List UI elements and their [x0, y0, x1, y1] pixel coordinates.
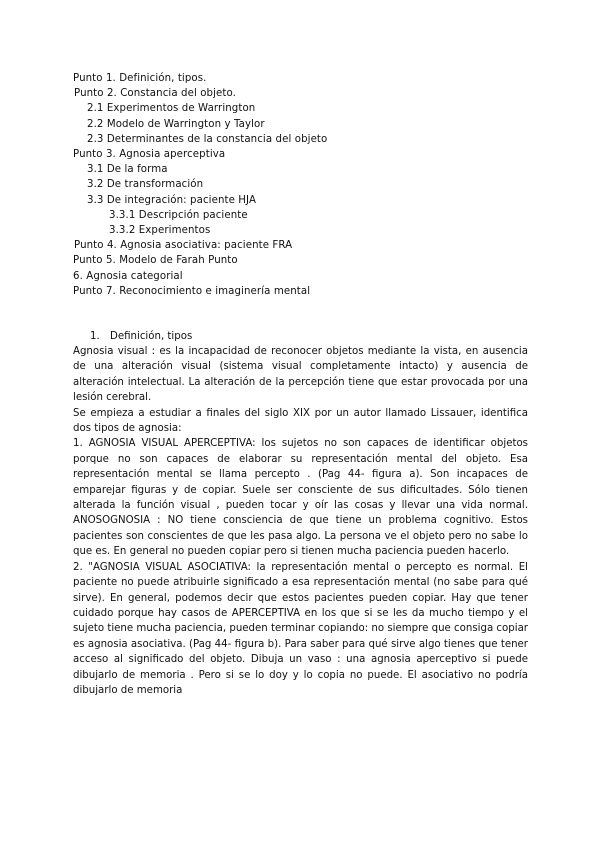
document-body: [73, 330, 528, 698]
paragraph-asociativa: 2. "AGNOSIA VISUAL ASOCIATIVA: la representación mental o percepto es normal. El paciente no puede atribuirle significado a esa representación mental (no sabe para qué sirve). En general, podemos decir que estos pacientes pueden copiar. Hay que tener cuidado porque hay casos de APERCEPTIVA en los que si se les da mucho tiempo y el sujeto tiene mucha paciencia, pueden terminar copiando: no siempre que consiga copiar es agnosia asociativa. (Pag 44- figura b). Para saber para qué sirve algo tienes que tener acceso al significado del objeto. Dibuja un vaso : una agnosia aperceptivo si puede dibujarlo de memoria . Pero si se lo doy y lo copia no puede. El asociativo no podría dibujarlo de memoria: [73, 561, 528, 696]
toc-item: 3.3.1 Descripción paciente: [109, 209, 248, 221]
paragraph-definition: Agnosia visual : es la incapacidad de reconocer objetos mediante la vista, en ausencia de una alteración visual (sistema visual completamente intacto) y ausencia de alteración intelectual. La alteración de la percepción tiene que estar provocada por una lesión cerebral.: [73, 346, 528, 404]
toc-item: 3.1 De la forma: [87, 164, 168, 176]
toc-item: 6. Agnosia categorial: [73, 270, 183, 282]
toc-item: 3.3 De integración: paciente HJA: [87, 194, 257, 206]
section-number: 1.: [90, 331, 100, 342]
section-title: Definición, tipos: [110, 331, 193, 342]
toc-item: Punto 4. Agnosia asociativa: paciente FRA: [74, 240, 293, 252]
toc-item: Punto 5. Modelo de Farah Punto: [73, 255, 238, 267]
toc-item: 2.1 Experimentos de Warrington: [87, 103, 256, 115]
toc-item: Punto 2. Constancia del objeto.: [74, 88, 237, 100]
toc-item: 2.2 Modelo de Warrington y Taylor: [87, 118, 265, 130]
paragraph-history: Se empieza a estudiar a finales del siglo XIX por un autor llamado Lissauer, identifica dos tipos de agnosia:: [73, 407, 528, 435]
toc-item: Punto 7. Reconocimiento e imaginería mental: [73, 285, 311, 297]
toc-item: 3.3.2 Experimentos: [109, 225, 211, 237]
table-of-contents: [73, 71, 553, 299]
toc-item: 2.3 Determinantes de la constancia del objeto: [87, 133, 328, 145]
toc-item: 3.2 De transformación: [87, 179, 204, 191]
section-heading: [73, 330, 528, 344]
toc-item: Punto 1. Definición, tipos.: [73, 73, 207, 84]
toc-item: Punto 3. Agnosia aperceptiva: [73, 149, 226, 161]
paragraph-aperceptiva: 1. AGNOSIA VISUAL APERCEPTIVA: los sujetos no son capaces de identificar objetos porque no son capaces de elaborar su representación mental del objeto. Esa representación mental se llama percepto . (Pag 44- figura a). Son incapaces de emparejar figuras y de copiar. Suele ser consciente de sus dificultades. Sólo tienen alterada la función visual , pueden tocar y oír las cosas y llevar una vida normal. ANOSOGNOSIA : NO tiene consciencia de que tiene un problema cognitivo. Estos pacientes son conscientes de que les pasa algo. La persona ve el objeto pero no sabe lo que es. En general no pueden copiar pero si tienen mucha paciencia pueden hacerlo.: [73, 438, 528, 558]
